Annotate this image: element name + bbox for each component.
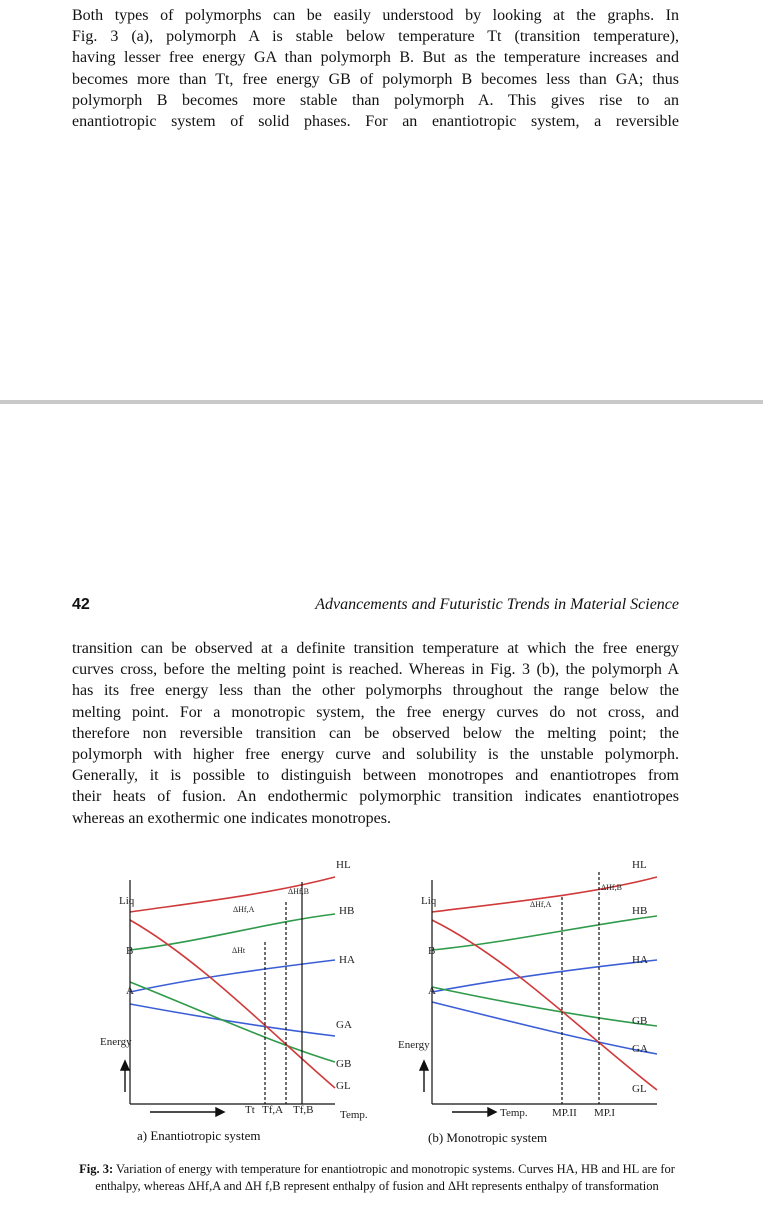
label-gb: GB <box>632 1015 648 1027</box>
label-ga: GA <box>336 1019 352 1031</box>
paragraph-top <box>72 5 679 132</box>
caption-label: Fig. 3: <box>79 1162 114 1176</box>
text-line: having lesser free energy GA than polymorph B. But as the temperature increases and <box>72 49 679 67</box>
figure-b-caption: (b) Monotropic system <box>428 1130 548 1145</box>
tick-tfb: Tf,B <box>293 1104 314 1116</box>
text-line: whereas an exothermic one indicates monotropes. <box>72 809 391 827</box>
paragraph-bottom <box>72 638 679 829</box>
text-line: Generally, it is possible to distinguish between monotropes and enantiotropes from <box>72 767 679 785</box>
temp-arrow-head <box>488 1108 496 1116</box>
text-line: Fig. 3 (a), polymorph A is stable below temperature Tt (transition temperature), <box>72 28 679 46</box>
label-ha: HA <box>632 954 648 966</box>
text-line: therefore non reversible transition can be observed below the melting point; the <box>72 724 679 742</box>
text-line: polymorph with higher free energy curve and solubility is the unstable polymorph. <box>72 746 679 764</box>
annotation-dhfa: ΔHf,A <box>233 905 255 914</box>
page-number: 42 <box>72 596 90 613</box>
curve-ha <box>130 960 335 992</box>
energy-arrow-head <box>121 1061 129 1070</box>
label-hb: HB <box>632 905 648 917</box>
top-page <box>0 0 763 402</box>
level-b: B <box>428 945 436 957</box>
text-line: becomes more than Tt, free energy GB of polymorph B becomes less than GA; thus <box>72 70 679 88</box>
annotation-dhfa: ΔHf,A <box>530 900 552 909</box>
label-hb: HB <box>339 905 355 917</box>
running-header: Advancements and Futuristic Trends in Material Science <box>315 596 679 613</box>
curve-ga <box>130 1004 335 1036</box>
y-axis-label: Energy <box>100 1036 132 1048</box>
label-gl: GL <box>336 1080 351 1092</box>
curve-ga <box>432 1002 657 1054</box>
curve-hb <box>130 914 335 950</box>
text-line: polymorph B becomes more stable than polymorph A. This gives rise to an <box>72 91 679 109</box>
label-hl: HL <box>632 859 647 871</box>
curve-ha <box>432 960 657 992</box>
tick-mp2: MP.II <box>552 1107 577 1119</box>
level-a: A <box>126 985 134 997</box>
text-line: curves cross, before the melting point is reached. Whereas in Fig. 3 (b), the polymorph A <box>72 661 679 679</box>
y-axis-label: Energy <box>398 1039 430 1051</box>
bottom-page <box>0 404 763 1222</box>
level-liq: Liq <box>119 895 135 907</box>
level-liq: Liq <box>421 895 437 907</box>
figure-a-caption: a) Enantiotropic system <box>137 1128 261 1143</box>
text-line: melting point. For a monotropic system, the free energy curves do not cross, and <box>72 703 679 721</box>
label-ga: GA <box>632 1043 648 1055</box>
label-ha: HA <box>339 954 355 966</box>
curve-hb <box>432 916 657 950</box>
label-gl: GL <box>632 1083 647 1095</box>
temp-arrow-head <box>216 1108 224 1116</box>
text-line: transition can be observed at a definite transition temperature at which the free energy <box>72 640 679 657</box>
label-gb: GB <box>336 1058 352 1070</box>
text-line: has its free energy less than the other polymorphs throughout the range below the <box>72 682 679 700</box>
annotation-dht: ΔHt <box>232 946 246 955</box>
text-line: enantiotropic system of solid phases. For an enantiotropic system, a reversible <box>72 113 679 131</box>
figure-monotropic <box>392 842 692 1142</box>
tick-mp1: MP.I <box>594 1107 616 1119</box>
text-line: their heats of fusion. An endothermic polymorphic transition indicates enantiotropes <box>72 788 679 806</box>
text-line: Both types of polymorphs can be easily understood by looking at the graphs. In <box>72 7 679 24</box>
tick-tfa: Tf,A <box>262 1104 284 1116</box>
caption-text: Variation of energy with temperature for enantiotropic and monotropic systems. Curves HA, HB and HL are for enthalpy, whereas ΔHf,A and ΔH f,B represent enthalpy of fusion and ΔHt represents enthalpy of transformation <box>95 1162 675 1193</box>
x-axis-label: Temp. <box>340 1109 368 1121</box>
figure-enantiotropic <box>90 842 380 1142</box>
annotation-dhfb: ΔHf,B <box>288 887 309 896</box>
figure-caption <box>72 1161 682 1194</box>
level-a: A <box>428 985 436 997</box>
label-hl: HL <box>336 859 351 871</box>
level-b: B <box>126 945 134 957</box>
x-axis-label: Temp. <box>500 1107 528 1119</box>
energy-arrow-head <box>420 1061 428 1070</box>
tick-tt: Tt <box>245 1104 255 1116</box>
curve-gb <box>432 987 657 1026</box>
annotation-dhfb: ΔHf,B <box>601 883 622 892</box>
